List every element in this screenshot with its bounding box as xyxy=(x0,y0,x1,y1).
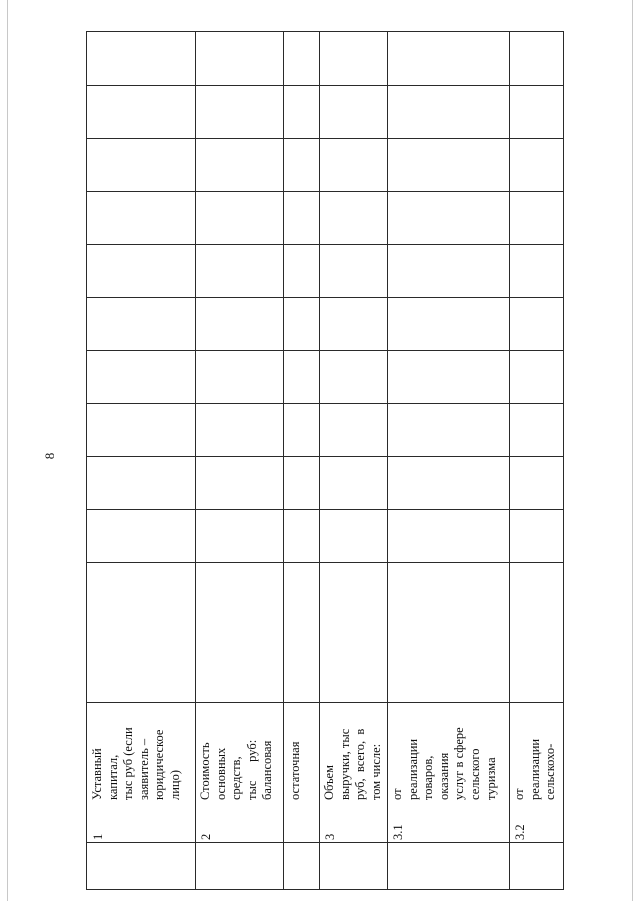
row-label-line: том числе: xyxy=(368,743,383,800)
row-label-line: Уставный xyxy=(90,748,104,800)
row-label-line: Объем xyxy=(322,765,336,800)
row-1-label-cell xyxy=(90,727,182,801)
row-number: 2 xyxy=(199,833,213,840)
row-label-line: тыс руб: xyxy=(244,739,259,800)
row-label-line: реализации xyxy=(527,738,542,800)
row-label-line: сельскохо- xyxy=(543,743,558,800)
row-label-line: от xyxy=(512,788,526,800)
row-label-line: заявитель – xyxy=(136,738,151,800)
row-label-line: основных xyxy=(213,747,228,800)
page-number: 8 xyxy=(42,452,57,460)
row-label-line: сельского xyxy=(467,748,482,800)
row-2-number-cell xyxy=(199,833,213,841)
row-label-line: товаров, xyxy=(421,755,436,800)
row-number: 3.1 xyxy=(391,824,405,840)
row-label-line: остаточная xyxy=(288,741,302,800)
row-label-line: реализации xyxy=(405,738,420,800)
row-1-number-cell xyxy=(91,833,105,841)
row-label-line: руб, всего, в xyxy=(353,728,368,800)
row-3-label-cell xyxy=(322,728,383,801)
row-label-line: балансовая xyxy=(260,740,275,800)
row-3-2-number-cell xyxy=(513,824,527,841)
row-number: 1 xyxy=(91,833,105,840)
row-label-line: средств, xyxy=(229,756,244,800)
row-label-line: от xyxy=(390,788,404,800)
row-2-label-cell xyxy=(198,739,275,801)
row-label-line: туризма xyxy=(483,757,498,800)
row-number: 3 xyxy=(323,833,337,840)
row-label-line: услуг в сфере xyxy=(452,727,467,800)
row-2b-label-cell xyxy=(288,741,302,801)
row-3-2-label-cell xyxy=(512,738,558,801)
row-3-number-cell xyxy=(323,833,337,841)
row-label-line: юридическое xyxy=(152,729,167,800)
row-label-line: тыс руб (если xyxy=(121,727,136,800)
row-number: 3.2 xyxy=(513,824,527,840)
row-3-1-number-cell xyxy=(391,824,405,841)
row-3-1-label-cell xyxy=(390,727,498,801)
row-label-line: оказания xyxy=(436,752,451,800)
row-label-line: Стоимость xyxy=(198,742,212,800)
row-label-line: капитал, xyxy=(105,754,120,800)
row-label-line: выручки, тыс xyxy=(337,728,352,800)
row-label-line: лицо) xyxy=(167,769,182,800)
